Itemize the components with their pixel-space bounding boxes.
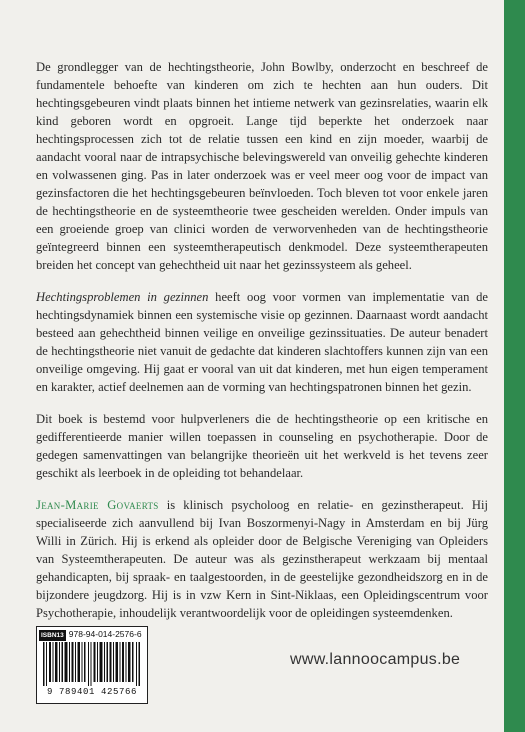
isbn-number: 978-94-014-2576-6 (68, 629, 142, 639)
barcode-digits: 9 789401 425766 (46, 687, 137, 697)
isbn-row (39, 629, 145, 640)
isbn-barcode (36, 626, 148, 704)
paragraph-intro: De grondlegger van de hechtingstheorie, John Bowlby, onderzocht en beschreef de fundamentele behoefte van kinderen om zich te hechten aan hun ouders. Dit hechtingsgebeuren vindt plaats binnen het intieme netwerk van gezinsrelaties, waarin elk kind geboren wordt en opgroeit. Lange tijd beperkte het onderzoek naar hechtingsprocessen zich tot de relatie tussen een kind en zijn moeder, waarbij de aandacht vooral naar de intrapsychische belevingswereld van onveilig gehechte kinderen en volwassenen ging. Pas in later onderzoek was er veel meer oog voor de impact van gezinsfactoren die het hechtingsgebeuren beïnvloeden. Toch bleven tot voor enkele jaren de hechtingstheorie en de systeemtheorie twee gescheiden werelden. Onder impuls van een groeiende groep van clinici worden de verworvenheden van de hechtingstheorie geïntegreerd binnen een systeemtherapeutisch denkmodel. Deze systeemtherapeuten breiden het concept van gehechtheid uit naar het gezinssysteem als geheel. (36, 60, 488, 272)
author-name: Jean-Marie Govaerts (36, 498, 159, 512)
book-title-italic: Hechtingsproblemen in gezinnen (36, 290, 209, 304)
publisher-website-link[interactable]: www.lannoocampus.be (290, 651, 461, 668)
paragraph-book-summary (36, 288, 488, 396)
author-bio-text: is klinisch psycholoog en relatie- en gezinstherapeut. Hij specialiseerde zich aanvullend bij Ivan Boszormenyi-Nagy in Amsterdam en bij Jürg Willi in Zürich. Hij is erkend als opleider door de Belgische Vereniging van Opleiders van Systeemtherapeuten. De auteur was als gezinstherapeut werkzaam bij mentaal gehandicapten, bij spraak- en taalgestoorden, in de geestelijke gezondheidszorg en in de bijzondere jeugdzorg. Hij is in vzw Kern in Sint-Niklaas, een Opleidingscentrum voor Psychotherapie, inhoudelijk verantwoordelijk voor de opleidingen systeemdenken. (36, 498, 488, 620)
back-cover-text (36, 58, 488, 636)
paragraph-author-bio (36, 496, 488, 622)
green-edge-bar (504, 0, 525, 732)
isbn-label: ISBN13 (41, 632, 64, 639)
barcode-bars-icon (43, 642, 141, 686)
summary-text: heeft oog voor vormen van implementatie van de hechtingsdynamiek binnen een systemische visie op gezinnen. Daarnaast wordt aandacht besteed aan gehechtheid binnen veilige en onveilige gezinssituaties. De auteur benadert de hechtingstheorie niet vanuit de gedachte dat kinderen slachtoffers kunnen zijn van een onveilige omgeving. Hij gaat er vooral van uit dat kinderen, met hun eigen temperament en karakter, actief deelnemen aan de vorming van hechtingspatronen binnen het gezin. (36, 290, 488, 394)
paragraph-audience: Dit boek is bestemd voor hulpverleners die de hechtingstheorie op een kritische en gedifferentieerde manier willen toepassen in counseling en psychotherapie. Door de gedegen samenvattingen van belangrijke theorieën uit het werkveld is het tevens zeer geschikt als leerboek in de opleiding tot behandelaar. (36, 412, 488, 480)
